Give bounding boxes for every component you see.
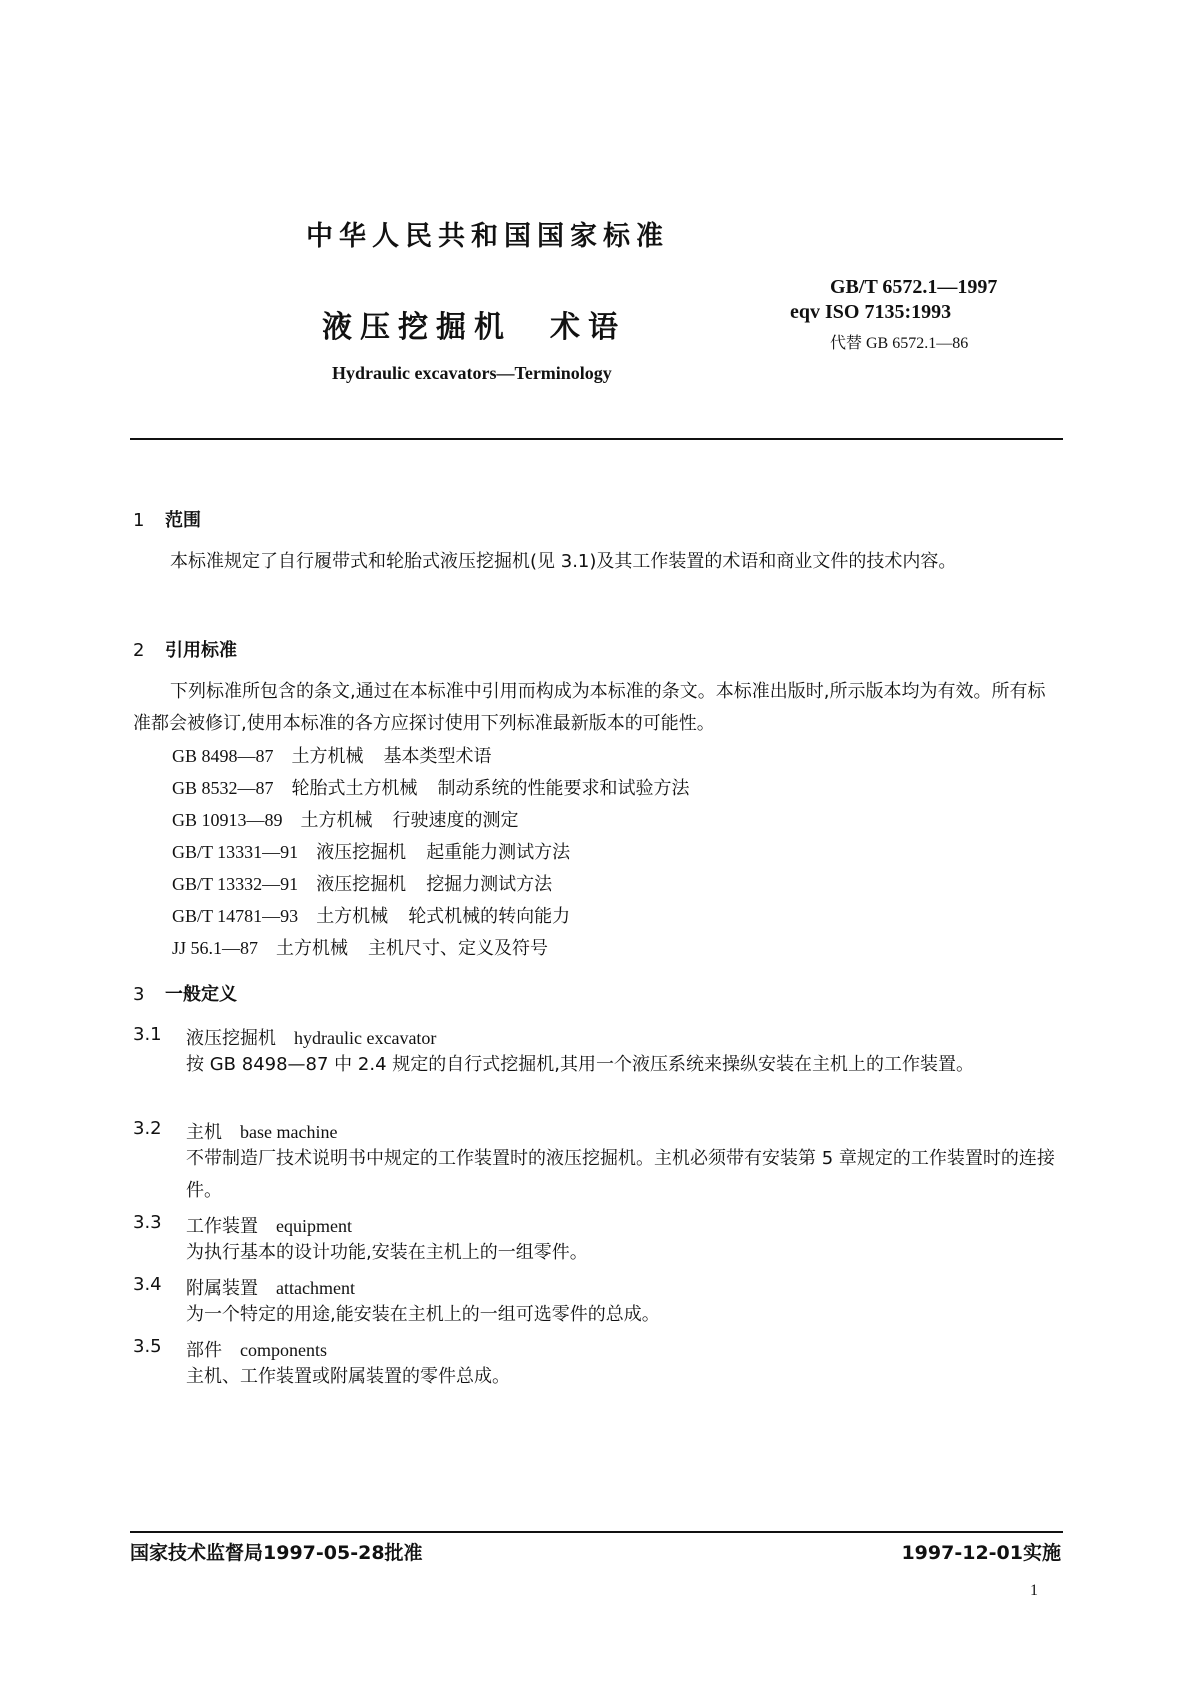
section-2-number: 2: [133, 640, 145, 661]
definition-text: 为执行基本的设计功能,安装在主机上的一组零件。: [186, 1242, 588, 1263]
reference-desc: 挖掘力测试方法: [426, 874, 553, 895]
section-1-title: 范围: [165, 510, 201, 531]
reference-item: [172, 806, 519, 832]
definition-term: [186, 1118, 337, 1144]
definition-term: [186, 1274, 355, 1300]
reference-item: [172, 838, 570, 864]
header-divider: [130, 438, 1063, 440]
document-title-en: Hydraulic excavators—Terminology: [332, 363, 612, 383]
reference-code: GB 8532—87: [172, 778, 274, 798]
equivalent-standard: [790, 301, 951, 324]
reference-desc: 轮式机械的转向能力: [408, 906, 571, 927]
eqv-prefix: eqv: [790, 301, 820, 323]
definition-number: 3.5: [133, 1336, 162, 1357]
reference-desc: 行驶速度的测定: [392, 810, 519, 831]
term-cn: 部件: [186, 1340, 222, 1361]
standard-code: GB/T 6572.1—1997: [830, 276, 998, 298]
national-standard-heading: 中华人民共和国国家标准: [306, 221, 669, 252]
footer-divider: [130, 1531, 1063, 1533]
definition-number: 3.4: [133, 1274, 162, 1295]
approval-date: 国家技术监督局1997-05-28批准: [130, 1542, 423, 1564]
term-cn: 工作装置: [186, 1216, 258, 1237]
reference-name: 液压挖掘机: [316, 874, 407, 895]
definition-term: [186, 1212, 352, 1238]
term-cn: 附属装置: [186, 1278, 258, 1299]
definition-text: 按 GB 8498—87 中 2.4 规定的自行式挖掘机,其用一个液压系统来操纵安装在主机上的工作装置。: [186, 1054, 974, 1075]
reference-code: GB 8498—87: [172, 746, 274, 766]
reference-name: 土方机械: [276, 938, 349, 959]
reference-code: GB/T 13331—91: [172, 842, 299, 862]
reference-item: [172, 742, 492, 768]
definition-number: 3.2: [133, 1118, 162, 1139]
section-3-title: 一般定义: [165, 984, 237, 1005]
section-3-heading: [133, 980, 237, 1006]
reference-code: GB 10913—89: [172, 810, 283, 830]
eqv-code: ISO 7135:1993: [825, 301, 952, 323]
section-1-heading: [133, 506, 201, 532]
definition-text: 主机、工作装置或附属装置的零件总成。: [186, 1366, 510, 1387]
definition-text: 不带制造厂技术说明书中规定的工作装置时的液压挖掘机。主机必须带有安装第 5 章规定的工作装置时的连接件。: [186, 1148, 1055, 1201]
section-1-text: 本标准规定了自行履带式和轮胎式液压挖掘机(见 3.1)及其工作装置的术语和商业文件的技术内容。: [170, 551, 957, 572]
term-en: components: [240, 1340, 327, 1360]
reference-name: 液压挖掘机: [316, 842, 407, 863]
term-en: equipment: [276, 1216, 352, 1236]
reference-item: [172, 774, 690, 800]
section-2-title: 引用标准: [165, 640, 237, 661]
document-title-cn: 液压挖掘机 术语: [322, 310, 626, 345]
reference-desc: 起重能力测试方法: [426, 842, 571, 863]
reference-desc: 主机尺寸、定义及符号: [368, 938, 549, 959]
section-2-text: 下列标准所包含的条文,通过在本标准中引用而构成为本标准的条文。本标准出版时,所示版本均为有效。所有标准都会被修订,使用本标准的各方应探讨使用下列标准最新版本的可能性。: [133, 681, 1046, 734]
reference-code: GB/T 13332—91: [172, 874, 299, 894]
page-number: 1: [1030, 1582, 1038, 1599]
replaces-standard: 代替 GB 6572.1—86: [830, 335, 969, 352]
reference-item: [172, 902, 570, 928]
definition-text: 为一个特定的用途,能安装在主机上的一组可选零件的总成。: [186, 1304, 660, 1325]
reference-desc: 制动系统的性能要求和试验方法: [437, 778, 690, 799]
reference-name: 土方机械: [316, 906, 389, 927]
definition-number: 3.3: [133, 1212, 162, 1233]
term-cn: 主机: [186, 1122, 222, 1143]
term-en: hydraulic excavator: [294, 1028, 437, 1048]
term-cn: 液压挖掘机: [186, 1028, 276, 1049]
reference-name: 土方机械: [300, 810, 373, 831]
term-en: attachment: [276, 1278, 355, 1298]
reference-name: 土方机械: [291, 746, 364, 767]
definition-term: [186, 1024, 436, 1050]
reference-item: [172, 870, 552, 896]
term-en: base machine: [240, 1122, 338, 1142]
reference-code: JJ 56.1—87: [172, 938, 259, 958]
reference-desc: 基本类型术语: [383, 746, 492, 767]
definition-term: [186, 1336, 327, 1362]
reference-name: 轮胎式土方机械: [291, 778, 418, 799]
section-2-heading: [133, 636, 237, 662]
reference-code: GB/T 14781—93: [172, 906, 299, 926]
effective-date: 1997-12-01实施: [901, 1542, 1061, 1564]
definition-number: 3.1: [133, 1024, 162, 1045]
section-1-number: 1: [133, 510, 145, 531]
section-3-number: 3: [133, 984, 145, 1005]
reference-item: [172, 934, 548, 960]
